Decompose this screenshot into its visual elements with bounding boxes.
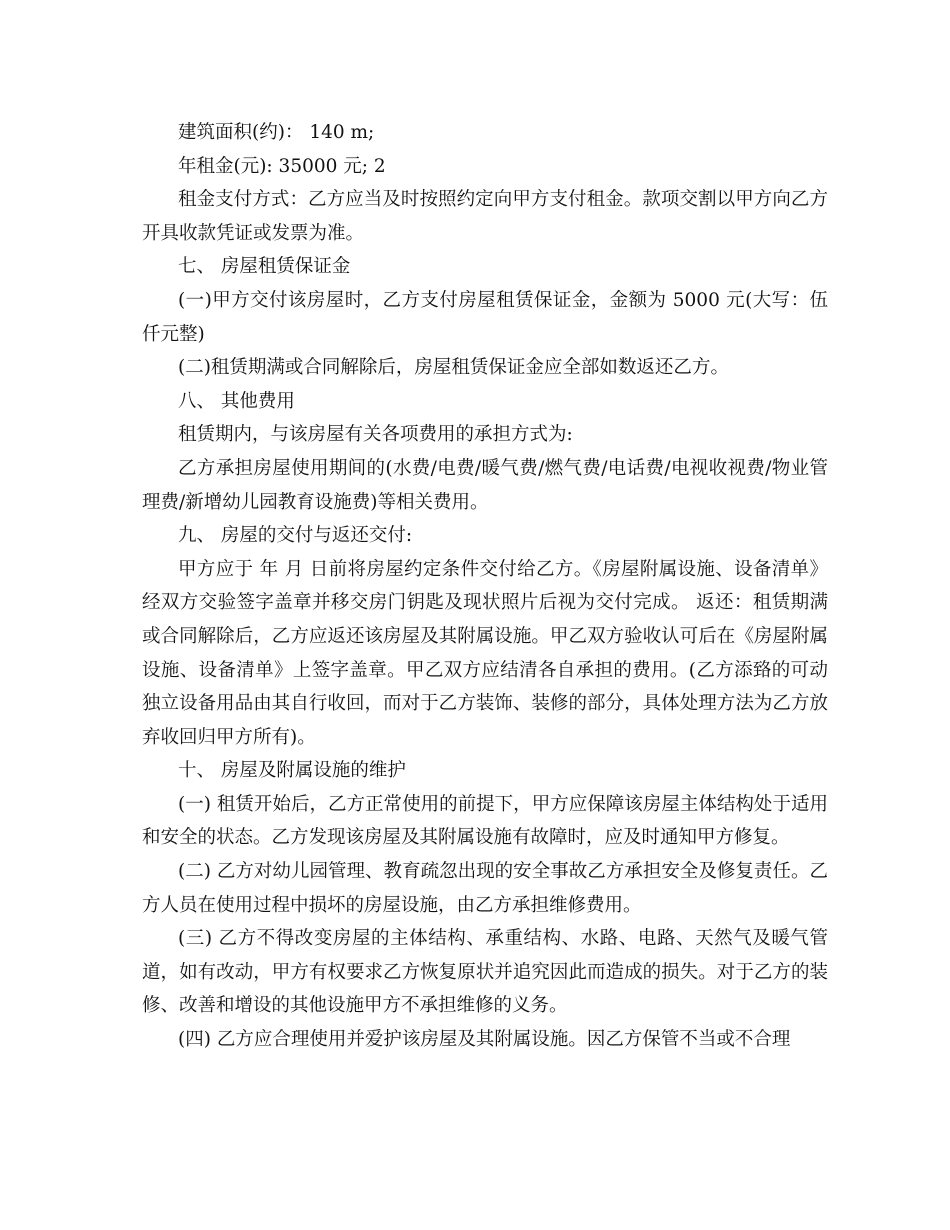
paragraph-fees-intro: 租赁期内，与该房屋有关各项费用的承担方式为: bbox=[178, 424, 573, 446]
paragraph-payment-method: 租金支付方式：乙方应当及时按照约定向甲方支付租金。款项交割以甲方向乙方开具收款凭证或发票为准。 bbox=[142, 189, 828, 244]
paragraph-deposit-1: (一)甲方交付该房屋时，乙方支付房屋租赁保证金，金额为 5000 元(大写：伍仟元整) bbox=[142, 289, 828, 345]
paragraph-maintenance-2: (二) 乙方对幼儿园管理、教育疏忽出现的安全事故乙方承担安全及修复责任。乙方人员在使用过程中损坏的房屋设施，由乙方承担维修费用。 bbox=[142, 861, 828, 916]
document-body bbox=[142, 116, 828, 1057]
section-heading-other-fees: 八、 其他费用 bbox=[178, 390, 295, 412]
paragraph-maintenance-1: (一) 租赁开始后，乙方正常使用的前提下，甲方应保障该房屋主体结构处于适用和安全的状态。乙方发现该房屋及其附属设施有故障时，应及时通知甲方修复。 bbox=[142, 793, 828, 849]
paragraph-maintenance-4: (四) 乙方应合理使用并爱护该房屋及其附属设施。因乙方保管不当或不合理 bbox=[178, 1029, 791, 1051]
paragraph-maintenance-3: (三) 乙方不得改变房屋的主体结构、承重结构、水路、电路、天然气及暖气管道，如有改动，甲方有权要求乙方恢复原状并追究因此而造成的损失。对于乙方的装修、改善和增设的其他设施甲方不承担维修的义务。 bbox=[142, 928, 828, 1017]
paragraph-building-area: 建筑面积(约)： 140 m; bbox=[178, 122, 375, 143]
paragraph-deposit-2: (二)租赁期满或合同解除后，房屋租赁保证金应全部如数返还乙方。 bbox=[178, 357, 729, 379]
section-heading-deposit: 七、 房屋租赁保证金 bbox=[178, 256, 351, 278]
paragraph-fees-detail: 乙方承担房屋使用期间的(水费/电费/暖气费/燃气费/电话费/电视收视费/物业管理费/新增幼儿园教育设施费)等相关费用。 bbox=[142, 457, 828, 513]
section-heading-delivery: 九、 房屋的交付与返还交付: bbox=[178, 525, 413, 547]
section-heading-maintenance: 十、 房屋及附属设施的维护 bbox=[178, 760, 406, 782]
paragraph-delivery-detail: 甲方应于 年 月 日前将房屋约定条件交付给乙方。《房屋附属设施、设备清单》经双方交验签字盖章并移交房门钥匙及现状照片后视为交付完成。 返还：租赁期满或合同解除后，乙方应返还该房屋及其附属设施。甲乙双方验收认可后在《房屋附属设施、设备清单》上签字盖章。甲乙双方应结清各自承担的费用。(乙方添臵的可动独立设备用品由其自行收回，而对于乙方装饰、装修的部分，具体处理方法为乙方放弃收回归甲方所有)。 bbox=[142, 558, 828, 748]
paragraph-annual-rent: 年租金(元): 35000 元; 2 bbox=[178, 155, 386, 177]
